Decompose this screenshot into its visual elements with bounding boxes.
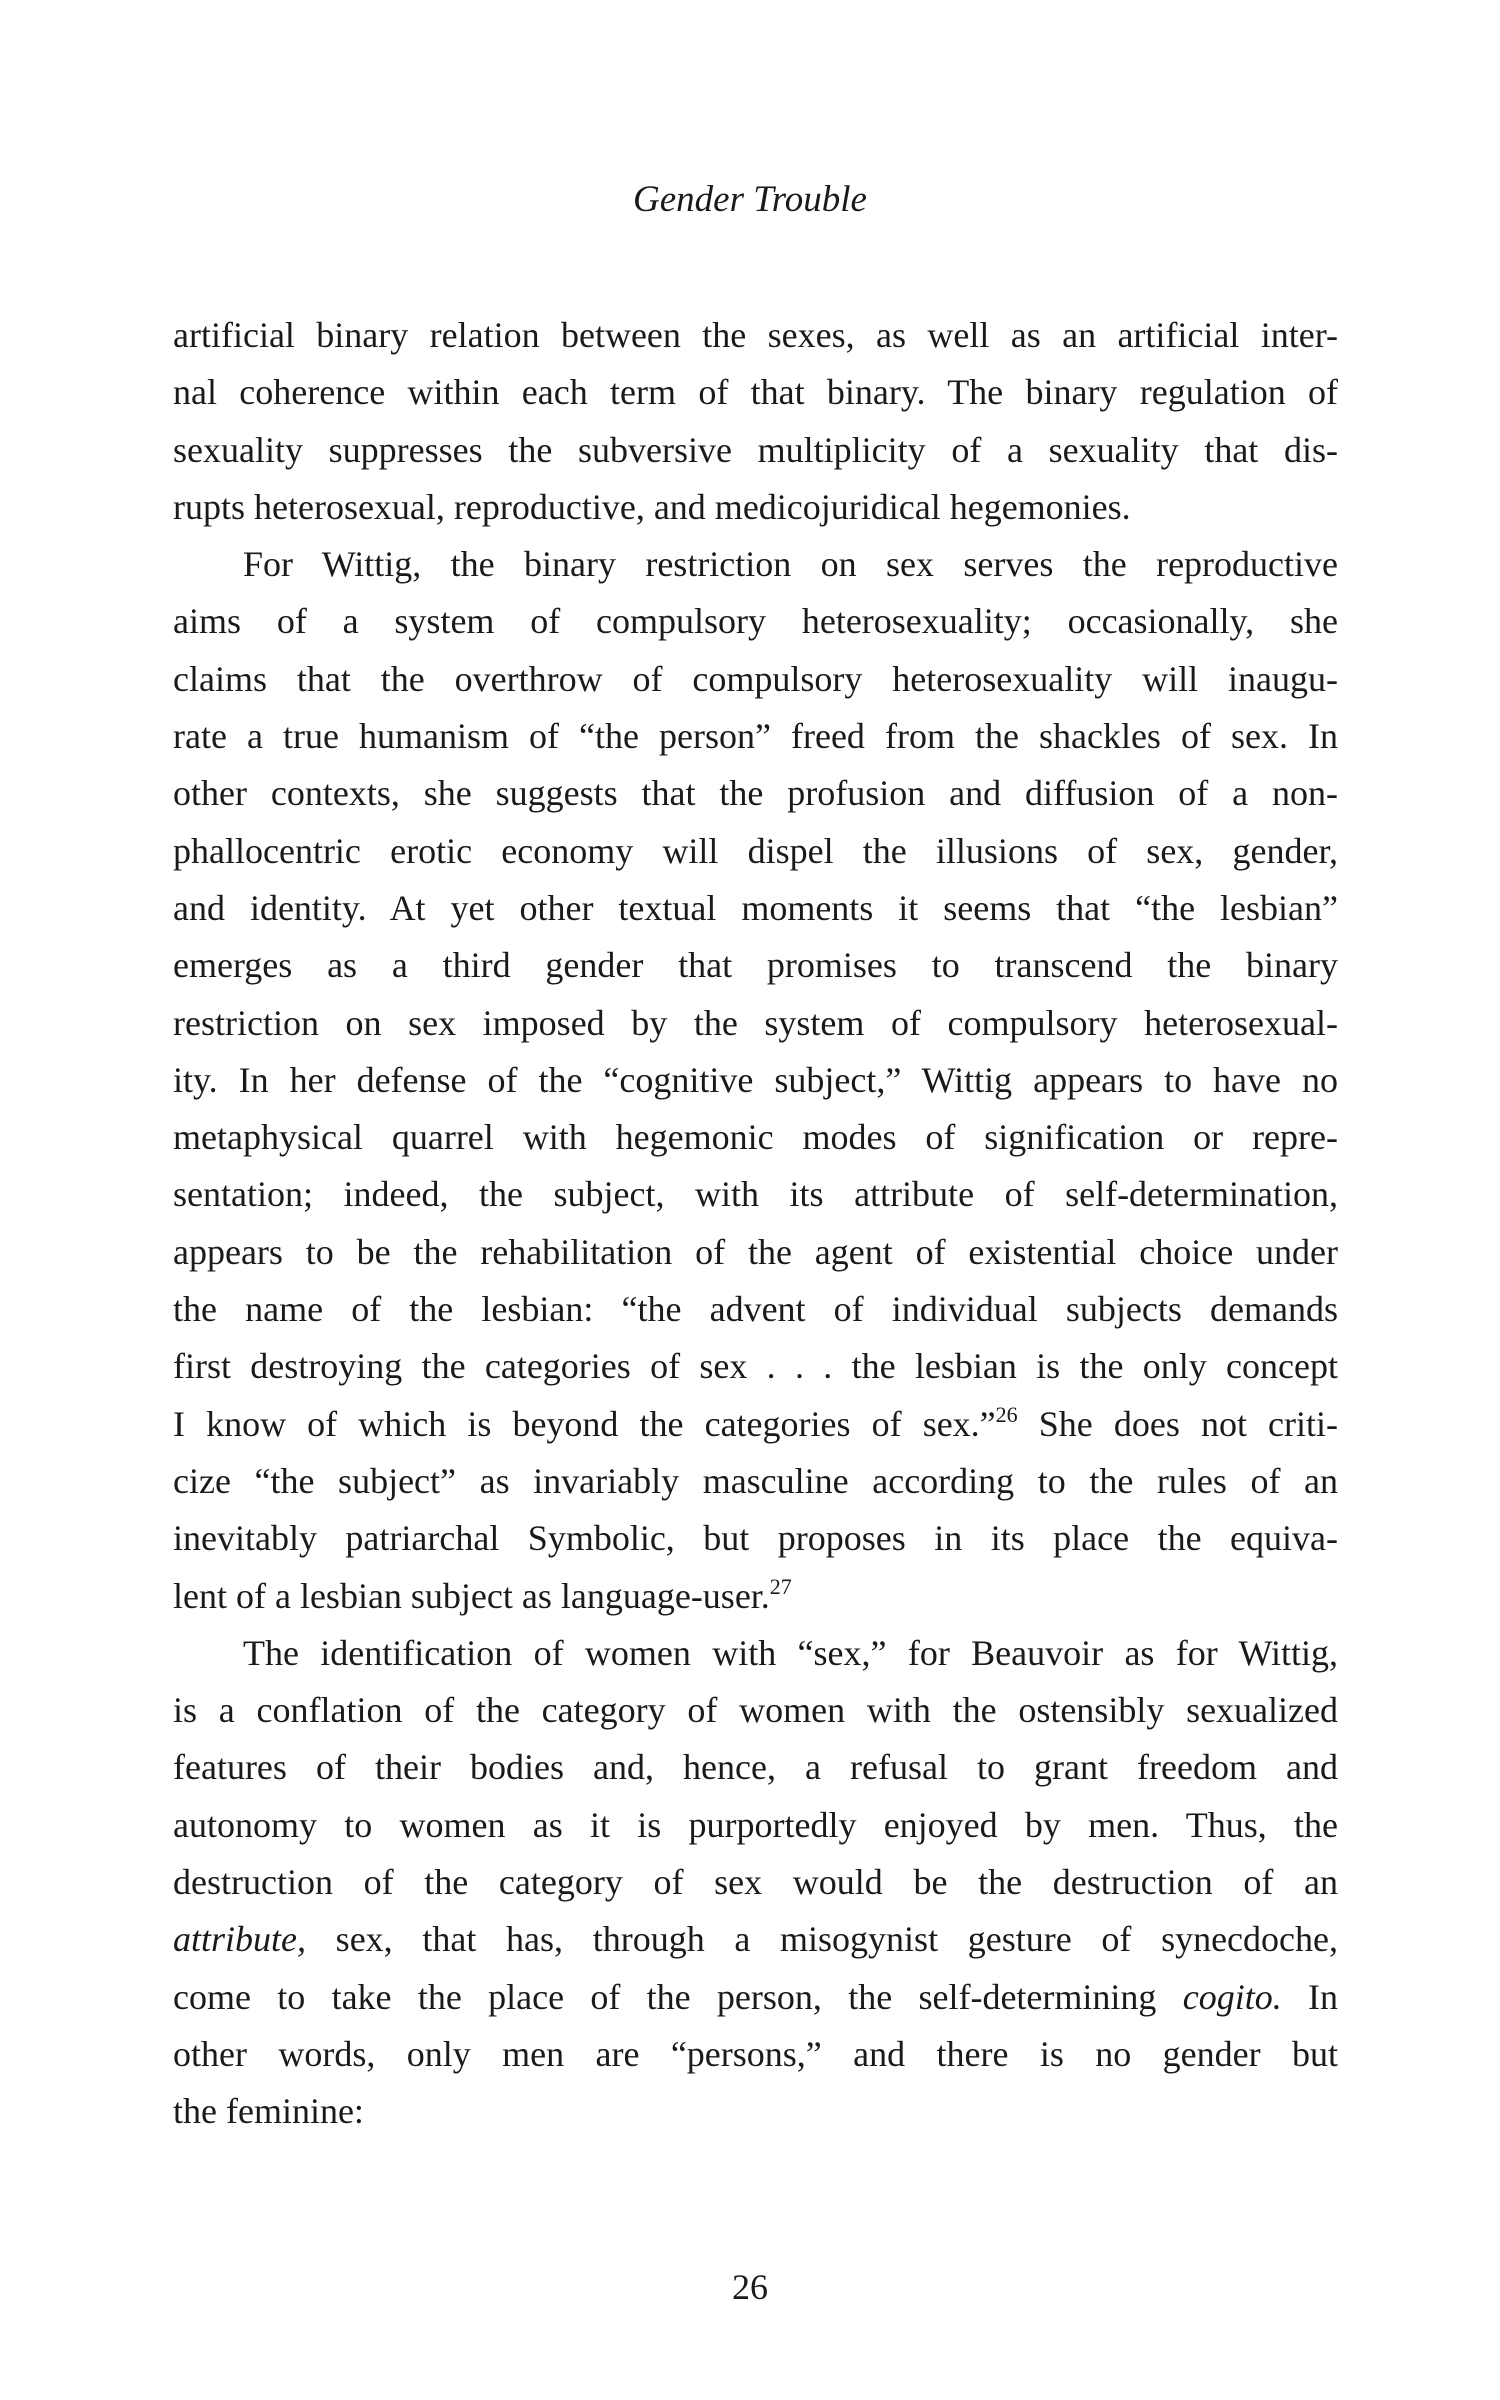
text-line <box>173 1911 1338 1968</box>
line-text: sex, that has, through a misogynist gesture of synecdoche, <box>306 1919 1338 1960</box>
text-line: appears to be the rehabilitation of the agent of existential choice under <box>173 1231 1338 1272</box>
line-text: come to take the place of the person, the self-determining <box>173 1976 1183 2017</box>
text-line: rupts heterosexual, reproductive, and medicojuridical hegemonies. <box>173 486 1131 527</box>
text-line: autonomy to women as it is purportedly enjoyed by men. Thus, the <box>173 1804 1338 1845</box>
text-line <box>173 1969 1338 2026</box>
text-line: metaphysical quarrel with hegemonic modes of signification or repre- <box>173 1117 1338 1158</box>
paragraph-3 <box>173 1625 1338 2141</box>
text-line: aims of a system of compulsory heterosexuality; occasionally, she <box>173 601 1338 642</box>
text-line: emerges as a third gender that promises to transcend the binary <box>173 945 1338 986</box>
text-line: and identity. At yet other textual moments it seems that “the lesbian” <box>173 887 1338 928</box>
line-text: I know of which is beyond the categories of sex.” <box>173 1403 996 1444</box>
line-text: She does not criti- <box>1017 1403 1339 1444</box>
text-line: phallocentric erotic economy will dispel the illusions of sex, gender, <box>173 830 1338 871</box>
text-line: nal coherence within each term of that binary. The binary regulation of <box>173 372 1338 413</box>
text-line <box>173 1396 1338 1453</box>
text-line: the name of the lesbian: “the advent of individual subjects demands <box>173 1289 1338 1330</box>
text-line: other words, only men are “persons,” and there is no gender but <box>173 2033 1338 2074</box>
paragraph-1 <box>173 307 1338 536</box>
text-line: The identification of women with “sex,” for Beauvoir as for Wittig, <box>243 1632 1338 1673</box>
running-head: Gender Trouble <box>633 179 867 220</box>
text-line: sentation; indeed, the subject, with its attribute of self-determination, <box>173 1174 1338 1215</box>
text-line: cize “the subject” as invariably masculine according to the rules of an <box>173 1460 1338 1501</box>
line-text: In <box>1281 1976 1338 2017</box>
body-text <box>173 307 1338 2141</box>
text-line: is a conflation of the category of women with the ostensibly sexualized <box>173 1690 1338 1731</box>
text-line: For Wittig, the binary restriction on sex serves the reproductive <box>243 544 1338 585</box>
text-line: restriction on sex imposed by the system of compulsory heterosexual- <box>173 1002 1338 1043</box>
text-line: destruction of the category of sex would be the destruction of an <box>173 1862 1338 1903</box>
text-line: other contexts, she suggests that the profusion and diffusion of a non- <box>173 773 1338 814</box>
text-line: first destroying the categories of sex . . . the lesbian is the only concept <box>173 1346 1338 1387</box>
text-line: features of their bodies and, hence, a refusal to grant freedom and <box>173 1747 1338 1788</box>
text-line: artificial binary relation between the sexes, as well as an artificial inter- <box>173 315 1338 355</box>
text-line: rate a true humanism of “the person” freed from the shackles of sex. In <box>173 716 1338 757</box>
footnote-ref-26: 26 <box>995 1401 1018 1427</box>
page-number: 26 <box>732 2267 768 2307</box>
italic-term: cogito. <box>1182 1976 1282 2017</box>
line-text: lent of a lesbian subject as language-user. <box>173 1575 770 1616</box>
text-line <box>173 1568 1338 1625</box>
paragraph-2 <box>173 536 1338 1625</box>
text-line: sexuality suppresses the subversive multiplicity of a sexuality that dis- <box>173 429 1338 470</box>
text-line: inevitably patriarchal Symbolic, but proposes in its place the equiva- <box>173 1518 1338 1559</box>
text-line: the feminine: <box>173 2091 364 2132</box>
italic-term: attribute, <box>173 1919 306 1960</box>
text-line: ity. In her defense of the “cognitive subject,” Wittig appears to have no <box>173 1059 1338 1100</box>
footnote-ref-27: 27 <box>769 1573 792 1599</box>
text-line: claims that the overthrow of compulsory heterosexuality will inaugu- <box>173 658 1338 699</box>
